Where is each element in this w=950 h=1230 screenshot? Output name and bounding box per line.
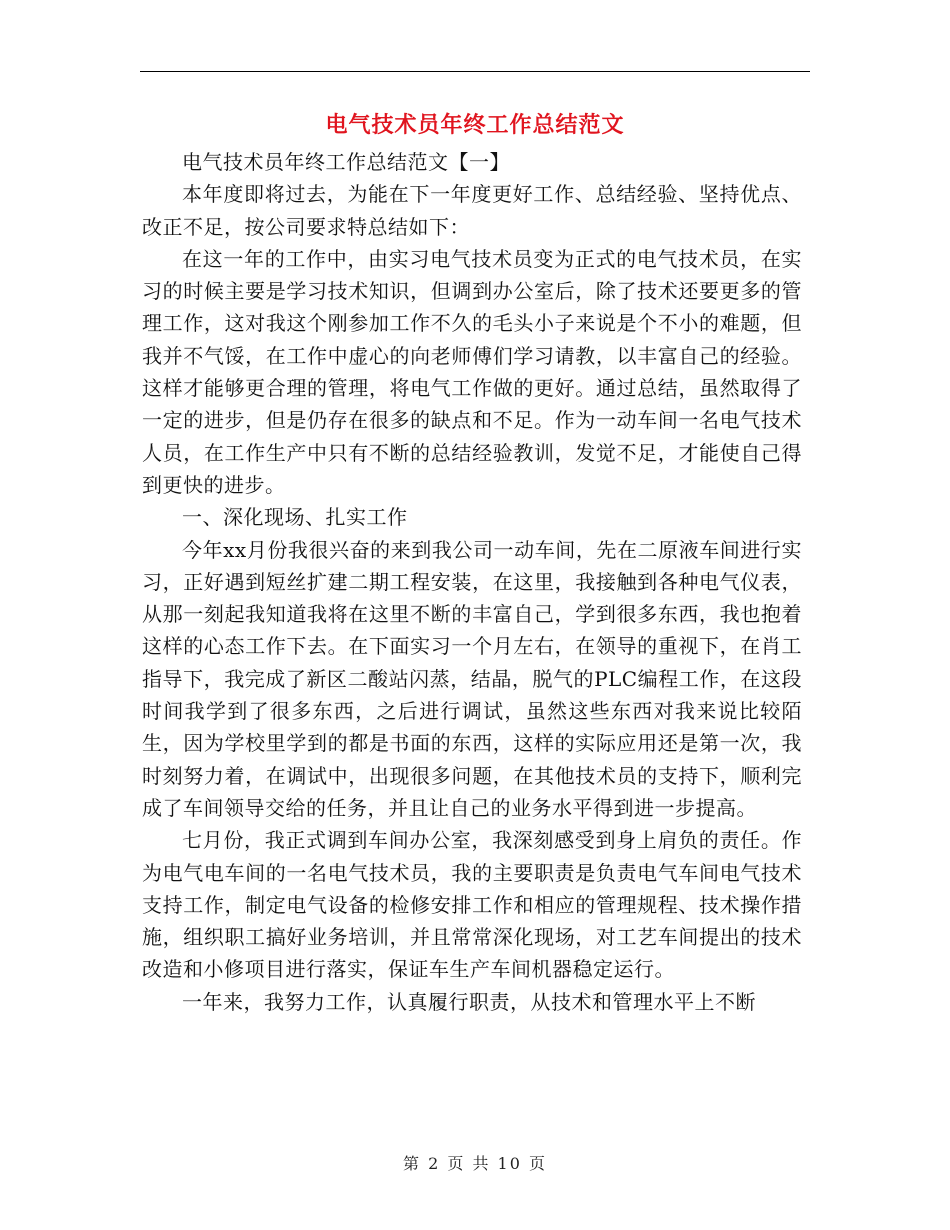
document-body <box>142 146 802 1018</box>
paragraph-subtitle: 电气技术员年终工作总结范文【一】 <box>182 150 510 174</box>
paragraph-internship: 今年xx月份我很兴奋的来到我公司一动车间，先在二原液车间进行实习，正好遇到短丝扩建二期工程安装，在这里，我接触到各种电气仪表，从那一刻起我知道我将在这里不断的丰富自己，学到很多东西，我也抱着这样的心态工作下去。在下面实习一个月左右，在领导的重视下，在肖工指导下，我完成了新区二酸站闪蒸，结晶，脱气的PLC编程工作，在这段时间我学到了很多东西，之后进行调试，虽然这些东西对我来说比较陌生，因为学校里学到的都是书面的东西，这样的实际应用还是第一次，我时刻努力着，在调试中，出现很多问题，在其他技术员的支持下，顺利完成了车间领导交给的任务，并且让自己的业务水平得到进一步提高。 <box>142 537 802 820</box>
document-title: 电气技术员年终工作总结范文 <box>325 112 625 138</box>
paragraph-july: 七月份，我正式调到车间办公室，我深刻感受到身上肩负的责任。作为电气电车间的一名电气技术员，我的主要职责是负责电气车间电气技术支持工作，制定电气设备的检修安排工作和相应的管理规程、技术操作措施，组织职工搞好业务培训，并且常常深化现场，对工艺车间提出的技术改造和小修项目进行落实，保证车生产车间机器稳定运行。 <box>142 828 802 982</box>
section-heading: 一、深化现场、扎实工作 <box>182 505 408 530</box>
page-number: 第 2 页 共 10 页 <box>403 1154 547 1173</box>
paragraph-intro: 本年度即将过去，为能在下一年度更好工作、总结经验、坚持优点、改正不足，按公司要求特总结如下： <box>142 182 802 239</box>
header-rule <box>140 71 810 72</box>
paragraph-overview: 在这一年的工作中，由实习电气技术员变为正式的电气技术员，在实习的时候主要是学习技术知识，但调到办公室后，除了技术还要更多的管理工作，这对我这个刚参加工作不久的毛头小子来说是个不小的难题，但我并不气馁，在工作中虚心的向老师傅们学习请教，以丰富自己的经验。这样才能够更合理的管理，将电气工作做的更好。通过总结，虽然取得了一定的进步，但是仍存在很多的缺点和不足。作为一动车间一名电气技术人员，在工作生产中只有不断的总结经验教训，发觉不足，才能使自己得到更快的进步。 <box>142 246 802 497</box>
paragraph-year-summary: 一年来，我努力工作，认真履行职责，从技术和管理水平上不断 <box>182 989 756 1014</box>
